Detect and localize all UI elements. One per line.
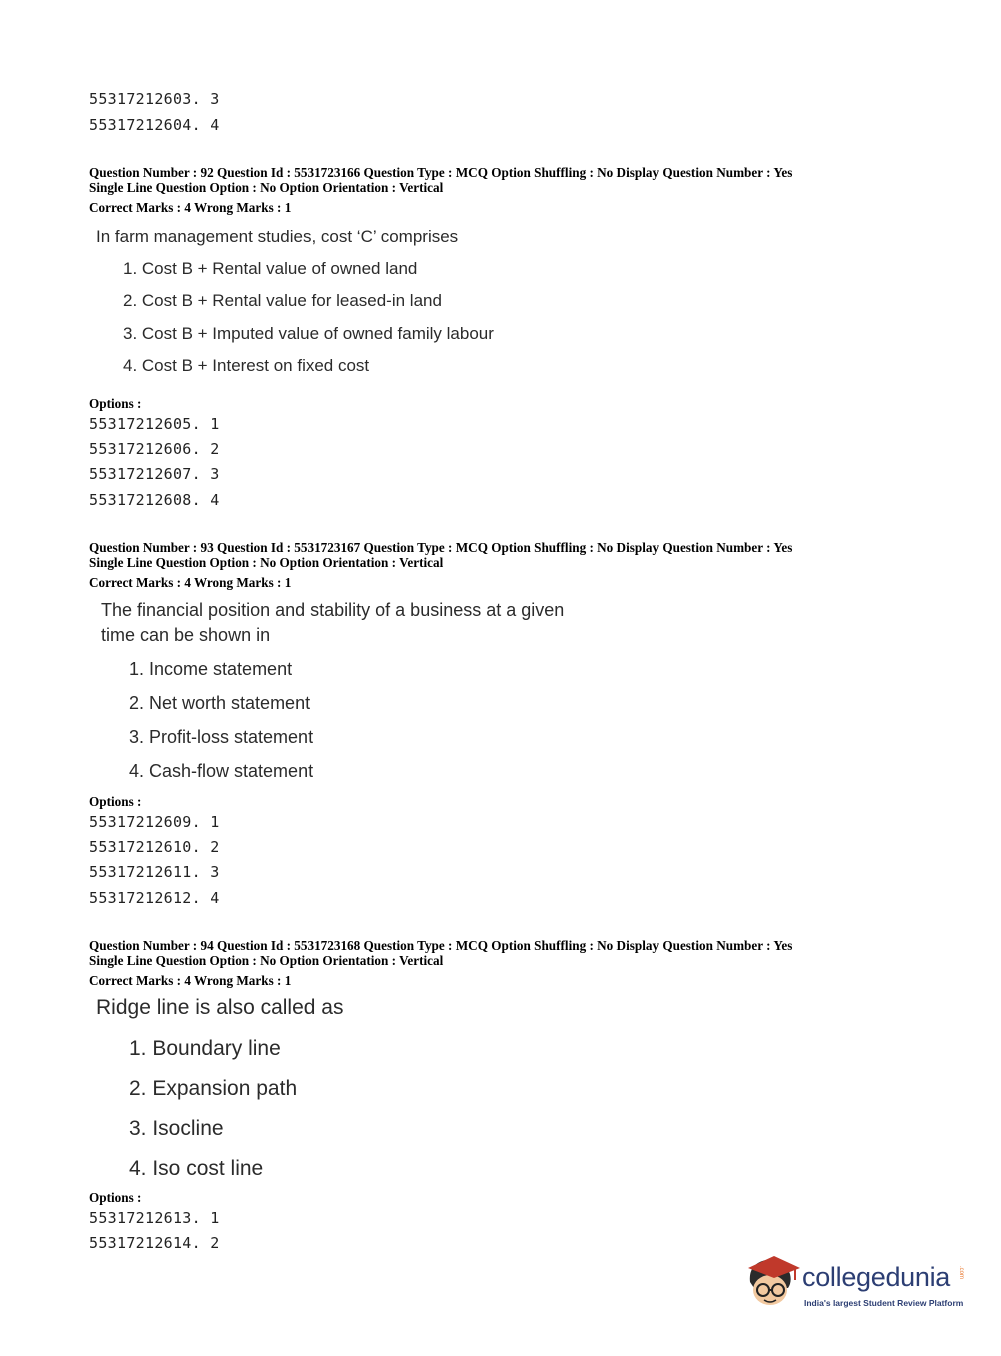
question-meta-line: Question Number : 94 Question Id : 5531723168 Question Type : MCQ Option Shuffling : No Display Question Number : Yes xyxy=(89,938,793,953)
question-text: time can be shown in xyxy=(101,625,271,645)
question-text: In farm management studies, cost ‘C’ comprises xyxy=(96,227,459,246)
answer-choice: 4. Iso cost line xyxy=(129,1157,264,1180)
logo-tagline: India's largest Student Review Platform xyxy=(804,1298,964,1308)
options-label: Options : xyxy=(89,396,142,411)
option-line: 55317212604. 4 xyxy=(89,116,220,134)
option-line: 55317212607. 3 xyxy=(89,465,220,483)
option-line: 55317212610. 2 xyxy=(89,838,220,856)
option-line: 55317212613. 1 xyxy=(89,1209,220,1227)
answer-choice: 3. Isocline xyxy=(129,1117,224,1140)
question-meta-line: Single Line Question Option : No Option Orientation : Vertical xyxy=(89,953,444,968)
option-line: 55317212614. 2 xyxy=(89,1234,220,1252)
question-meta-line: Question Number : 92 Question Id : 5531723166 Question Type : MCQ Option Shuffling : No Display Question Number : Yes xyxy=(89,165,793,180)
question-marks: Correct Marks : 4 Wrong Marks : 1 xyxy=(89,973,292,988)
option-line: 55317212609. 1 xyxy=(89,813,220,831)
answer-choice: 2. Cost B + Rental value for leased-in land xyxy=(123,291,442,310)
question-marks: Correct Marks : 4 Wrong Marks : 1 xyxy=(89,200,292,215)
answer-choice: 1. Cost B + Rental value of owned land xyxy=(123,259,418,278)
options-label: Options : xyxy=(89,1190,142,1205)
answer-choice: 1. Income statement xyxy=(129,659,293,679)
answer-choice: 4. Cash-flow statement xyxy=(129,761,314,781)
option-line: 55317212611. 3 xyxy=(89,863,220,881)
question-text: The financial position and stability of a business at a given xyxy=(101,600,565,620)
question-marks: Correct Marks : 4 Wrong Marks : 1 xyxy=(89,575,292,590)
question-text: Ridge line is also called as xyxy=(96,996,344,1019)
answer-choice: 3. Profit-loss statement xyxy=(129,727,314,747)
option-line: 55317212608. 4 xyxy=(89,491,220,509)
answer-choice: 2. Net worth statement xyxy=(129,693,311,713)
question-meta-line: Single Line Question Option : No Option Orientation : Vertical xyxy=(89,180,444,195)
options-label: Options : xyxy=(89,794,142,809)
answer-choice: 4. Cost B + Interest on fixed cost xyxy=(123,356,370,375)
option-line: 55317212603. 3 xyxy=(89,90,220,108)
question-meta-line: Single Line Question Option : No Option Orientation : Vertical xyxy=(89,555,444,570)
answer-choice: 3. Cost B + Imputed value of owned family labour xyxy=(123,324,494,343)
answer-choice: 1. Boundary line xyxy=(129,1037,281,1060)
logo-domain-suffix: .com xyxy=(958,1266,964,1280)
option-line: 55317212606. 2 xyxy=(89,440,220,458)
option-line: 55317212612. 4 xyxy=(89,889,220,907)
question-meta-line: Question Number : 93 Question Id : 5531723167 Question Type : MCQ Option Shuffling : No Display Question Number : Yes xyxy=(89,540,793,555)
option-line: 55317212605. 1 xyxy=(89,415,220,433)
collegedunia-logo xyxy=(740,1252,970,1314)
mascot-icon xyxy=(740,1252,802,1314)
logo-wordmark: collegedunia xyxy=(802,1262,951,1292)
answer-choice: 2. Expansion path xyxy=(129,1077,298,1100)
